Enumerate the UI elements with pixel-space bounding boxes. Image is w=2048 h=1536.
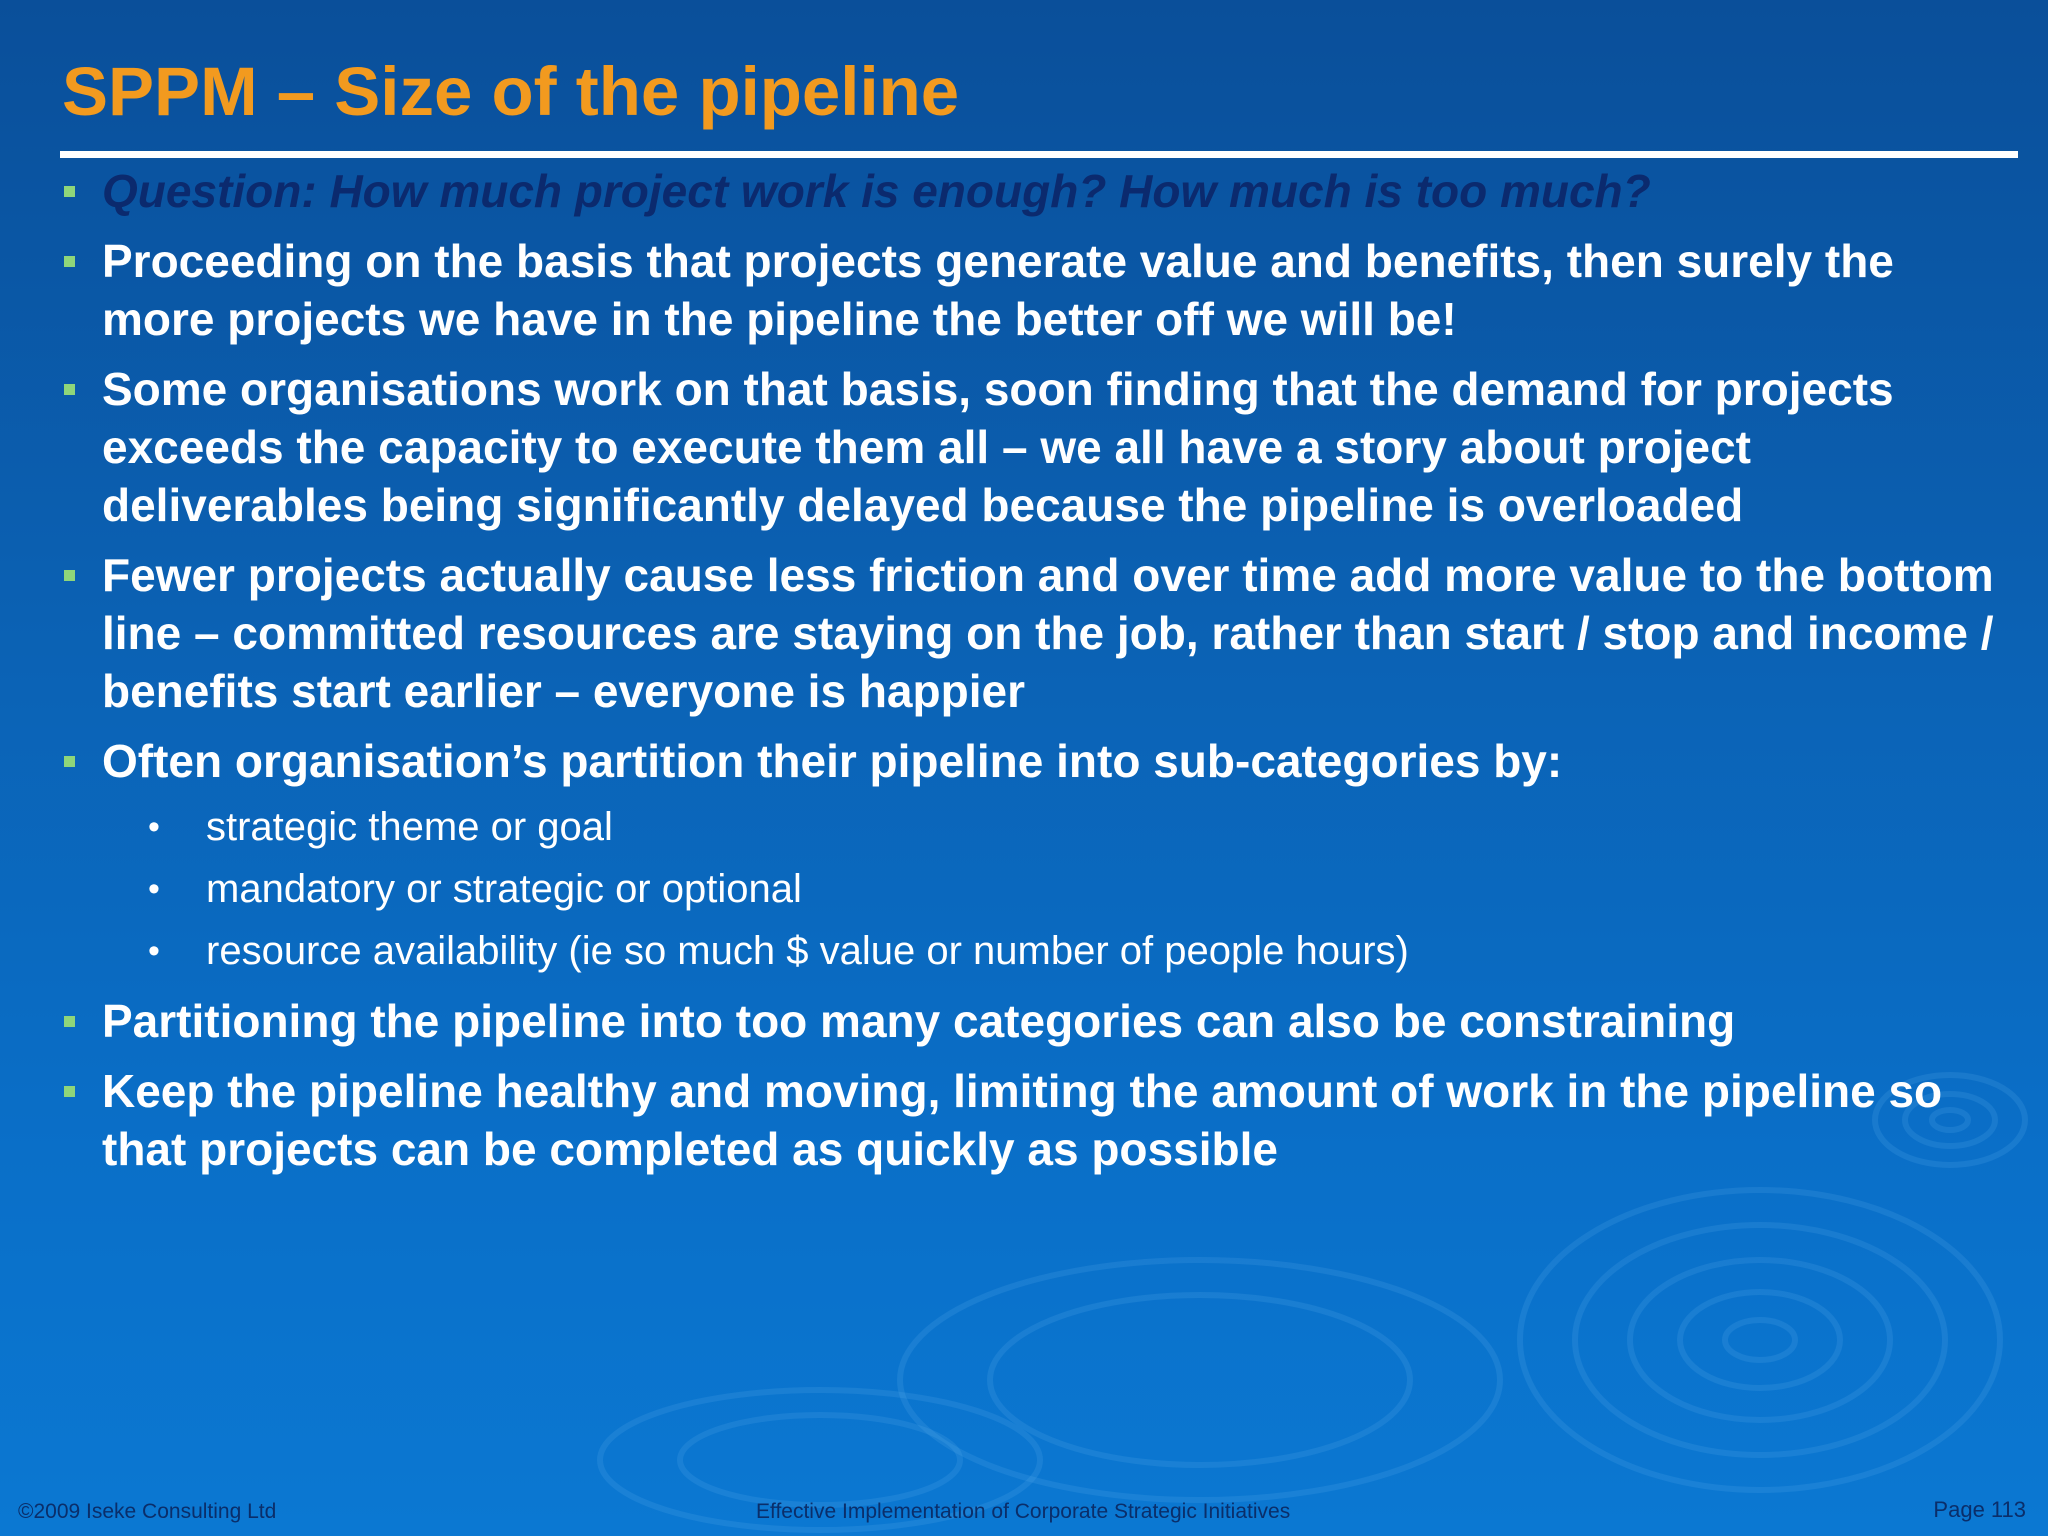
footer-copyright: ©2009 Iseke Consulting Ltd — [18, 1500, 277, 1523]
bullet-text: Fewer projects actually cause less friction and over time add more value to the bottom line – committed resources are staying on the job, rather than start / stop and income / benefits start earlier – everyone is happier — [102, 549, 1994, 717]
round-bullet-icon: • — [148, 932, 160, 970]
sub-bullet-list — [60, 796, 2010, 982]
square-bullet-icon — [64, 256, 75, 267]
bullet-text: Often organisation’s partition their pipeline into sub-categories by: — [102, 735, 1563, 787]
title-divider — [60, 151, 2018, 158]
sub-bullet-item — [60, 796, 2010, 858]
bullet-item — [60, 232, 2010, 348]
slide-title: SPPM – Size of the pipeline — [62, 53, 960, 130]
bullet-item — [60, 360, 2010, 534]
footer-course-title: Effective Implementation of Corporate Strategic Initiatives — [756, 1500, 1291, 1523]
square-bullet-icon — [64, 384, 75, 395]
sub-bullet-item — [60, 920, 2010, 982]
sub-bullet-text: strategic theme or goal — [206, 805, 613, 849]
bullet-item — [60, 1062, 2010, 1178]
bullet-list — [60, 162, 2010, 1190]
round-bullet-icon: • — [148, 870, 160, 908]
square-bullet-icon — [64, 1016, 75, 1027]
bullet-item-question — [60, 162, 2010, 220]
square-bullet-icon — [64, 186, 75, 197]
bullet-item — [60, 732, 2010, 790]
bullet-text: Some organisations work on that basis, soon finding that the demand for projects exceeds the capacity to execute them all – we all have a story about project deliverables being significantly delayed because the pipeline is overloaded — [102, 363, 1894, 531]
square-bullet-icon — [64, 570, 75, 581]
square-bullet-icon — [64, 756, 75, 767]
sub-bullet-item — [60, 858, 2010, 920]
round-bullet-icon: • — [148, 808, 160, 846]
sub-bullet-text: mandatory or strategic or optional — [206, 867, 802, 911]
bullet-text: Keep the pipeline healthy and moving, limiting the amount of work in the pipeline so that projects can be completed as quickly as possible — [102, 1065, 1943, 1175]
bullet-item — [60, 992, 2010, 1050]
footer-page-number: Page 113 — [1933, 1497, 2026, 1522]
bullet-item — [60, 546, 2010, 720]
sub-bullet-text: resource availability (ie so much $ value or number of people hours) — [206, 929, 1409, 973]
square-bullet-icon — [64, 1086, 75, 1097]
bullet-text: Partitioning the pipeline into too many categories can also be constraining — [102, 995, 1736, 1047]
bullet-text: Question: How much project work is enough? How much is too much? — [102, 165, 1651, 217]
bullet-text: Proceeding on the basis that projects generate value and benefits, then surely the more projects we have in the pipeline the better off we will be! — [102, 235, 1894, 345]
